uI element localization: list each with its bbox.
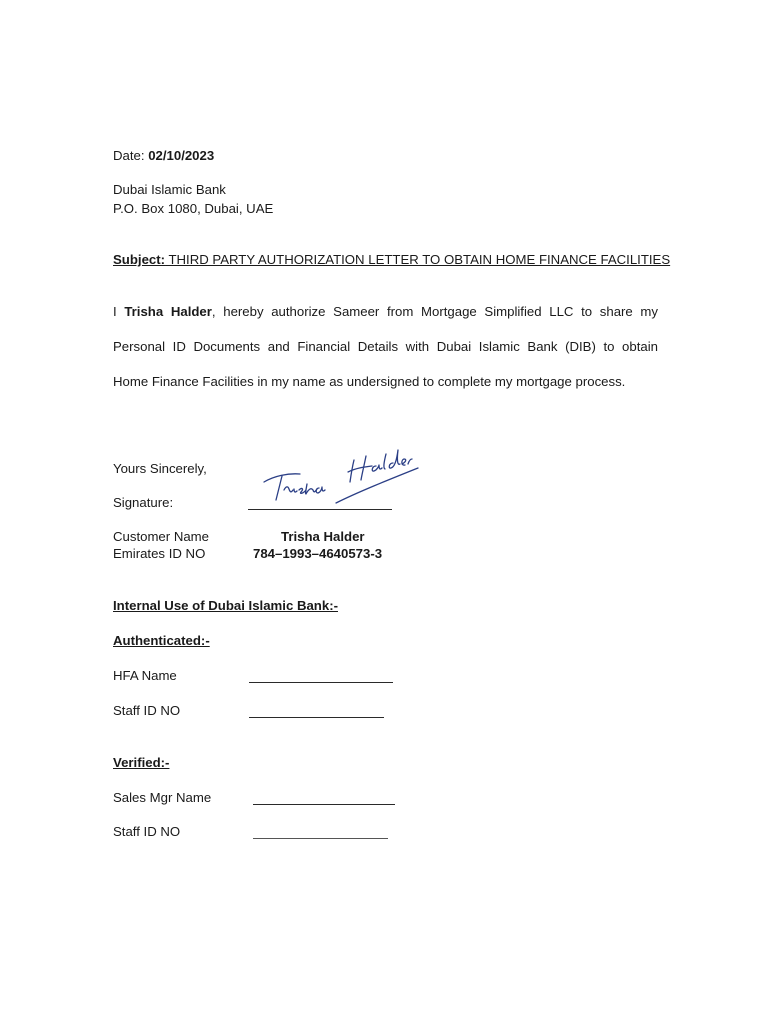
staff-id-line-1 (249, 717, 384, 718)
verified-heading: Verified:- (113, 755, 170, 770)
date-label: Date: (113, 148, 149, 163)
body-line-2: Personal ID Documents and Financial Details with Dubai Islamic Bank (DIB) to obtain (113, 339, 658, 354)
handwritten-signature (258, 440, 428, 520)
recipient-address: P.O. Box 1080, Dubai, UAE (113, 201, 274, 216)
closing: Yours Sincerely, (113, 461, 207, 476)
body-line-1 (113, 304, 658, 319)
staff-id-label-2: Staff ID NO (113, 824, 181, 839)
sales-mgr-line (253, 804, 395, 805)
recipient-name: Dubai Islamic Bank (113, 182, 226, 197)
hfa-name-label: HFA Name (113, 668, 177, 683)
customer-name-value: Trisha Halder (281, 529, 365, 544)
customer-name-label: Customer Name (113, 529, 210, 544)
emirates-id-label: Emirates ID NO (113, 546, 206, 561)
subject-line (113, 252, 670, 267)
authenticated-heading: Authenticated:- (113, 633, 210, 648)
body-name: Trisha Halder (124, 304, 212, 319)
subject-text: THIRD PARTY AUTHORIZATION LETTER TO OBTAIN HOME FINANCE FACILITIES (165, 252, 671, 267)
emirates-id-value: 784–1993–4640573-3 (253, 546, 383, 561)
body-prefix: I (113, 304, 125, 319)
date-line (113, 148, 214, 163)
staff-id-label-1: Staff ID NO (113, 703, 181, 718)
body-rest: , hereby authorize Sameer from Mortgage Simplified LLC to share my (211, 304, 658, 319)
subject-label: Subject: (113, 252, 166, 267)
signature-label: Signature: (113, 495, 174, 510)
hfa-name-line (249, 682, 393, 683)
body-line-3: Home Finance Facilities in my name as undersigned to complete my mortgage process. (113, 374, 626, 389)
staff-id-line-2 (253, 838, 388, 839)
internal-use-heading: Internal Use of Dubai Islamic Bank:- (113, 598, 338, 613)
sales-mgr-label: Sales Mgr Name (113, 790, 212, 805)
date-value: 02/10/2023 (148, 148, 215, 163)
